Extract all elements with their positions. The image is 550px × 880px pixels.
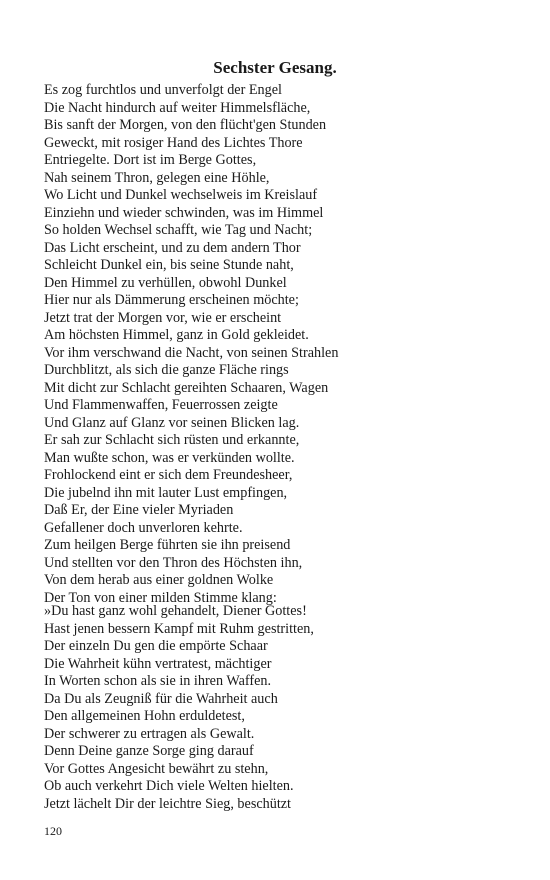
poem-line: Den Himmel zu verhüllen, obwohl Dunkel <box>44 274 287 291</box>
poem-line: Man wußte schon, was er verkünden wollte. <box>44 449 295 466</box>
poem-line: Denn Deine ganze Sorge ging darauf <box>44 743 254 759</box>
poem-line: Schleicht Dunkel ein, bis seine Stunde naht, <box>44 257 294 273</box>
poem-line: Einziehn und wieder schwinden, was im Himmel <box>44 204 324 221</box>
poem-line: Der schwerer zu ertragen als Gewalt. <box>44 725 255 742</box>
poem-line: Der einzeln Du gen die empörte Schaar <box>44 638 268 654</box>
poem-line: Wo Licht und Dunkel wechselweis im Kreislauf <box>44 187 318 203</box>
poem-line: Am höchsten Himmel, ganz in Gold gekleidet. <box>44 327 309 343</box>
poem-line: Den allgemeinen Hohn erduldetest, <box>44 708 245 724</box>
poem-line: Nah seinem Thron, gelegen eine Höhle, <box>44 169 270 186</box>
poem-line: Und stellten vor den Thron des Höchsten ihn, <box>44 554 303 571</box>
poem-line: Durchblitzt, als sich die ganze Fläche rings <box>44 362 289 378</box>
poem-line: Es zog furchtlos und unverfolgt der Engel <box>44 82 282 98</box>
poem-line: Da Du als Zeugniß für die Wahrheit auch <box>44 690 278 707</box>
poem-line: Hier nur als Dämmerung erscheinen möchte; <box>44 292 299 308</box>
poem-line: Und Flammenwaffen, Feuerrossen zeigte <box>44 397 278 413</box>
poem-line: Mit dicht zur Schlacht gereihten Schaaren, Wagen <box>44 379 329 396</box>
poem-line: Ob auch verkehrt Dich viele Welten hielten. <box>44 778 294 794</box>
poem-stanza-2 <box>44 603 314 813</box>
poem-line: Er sah zur Schlacht sich rüsten und erkannte, <box>44 432 300 448</box>
chapter-title: Sechster Gesang. <box>213 58 337 77</box>
poem-line: Und Glanz auf Glanz vor seinen Blicken lag. <box>44 414 300 431</box>
page-number: 120 <box>44 824 62 838</box>
poem-line: Vor ihm verschwand die Nacht, von seinen Strahlen <box>44 344 339 361</box>
poem-line: Gefallener doch unverloren kehrte. <box>44 519 243 536</box>
poem-line: Zum heilgen Berge führten sie ihn preisend <box>44 537 291 553</box>
poem-line: »Du hast ganz wohl gehandelt, Diener Gottes! <box>44 603 307 619</box>
poem-line: Vor Gottes Angesicht bewährt zu stehn, <box>44 760 269 777</box>
poem-line: Frohlockend eint er sich dem Freundesheer, <box>44 467 293 483</box>
poem-line: Das Licht erscheint, und zu dem andern Thor <box>44 239 301 256</box>
poem-line: Jetzt lächelt Dir der leichtre Sieg, beschützt <box>44 795 291 812</box>
poem-line: Die Wahrheit kühn vertratest, mächtiger <box>44 655 272 672</box>
poem-line: Die jubelnd ihn mit lauter Lust empfingen, <box>44 484 288 501</box>
poem-line: Die Nacht hindurch auf weiter Himmelsfläche, <box>44 99 311 116</box>
poem-line: Der Ton von einer milden Stimme klang: <box>44 589 277 606</box>
poem-line: Von dem herab aus einer goldnen Wolke <box>44 572 274 588</box>
poem-line: Bis sanft der Morgen, von den flücht'gen Stunden <box>44 117 327 133</box>
poem-line: Jetzt trat der Morgen vor, wie er erscheint <box>44 309 282 326</box>
poem-line: Geweckt, mit rosiger Hand des Lichtes Thore <box>44 134 303 151</box>
poem-line: Daß Er, der Eine vieler Myriaden <box>44 502 234 518</box>
poem-line: So holden Wechsel schafft, wie Tag und Nacht; <box>44 222 313 238</box>
poem-line: Hast jenen bessern Kampf mit Ruhm gestritten, <box>44 620 314 637</box>
poem-line: Entriegelte. Dort ist im Berge Gottes, <box>44 152 257 168</box>
poem-line: In Worten schon als sie in ihren Waffen. <box>44 673 272 689</box>
poem-stanza-1 <box>44 82 338 607</box>
